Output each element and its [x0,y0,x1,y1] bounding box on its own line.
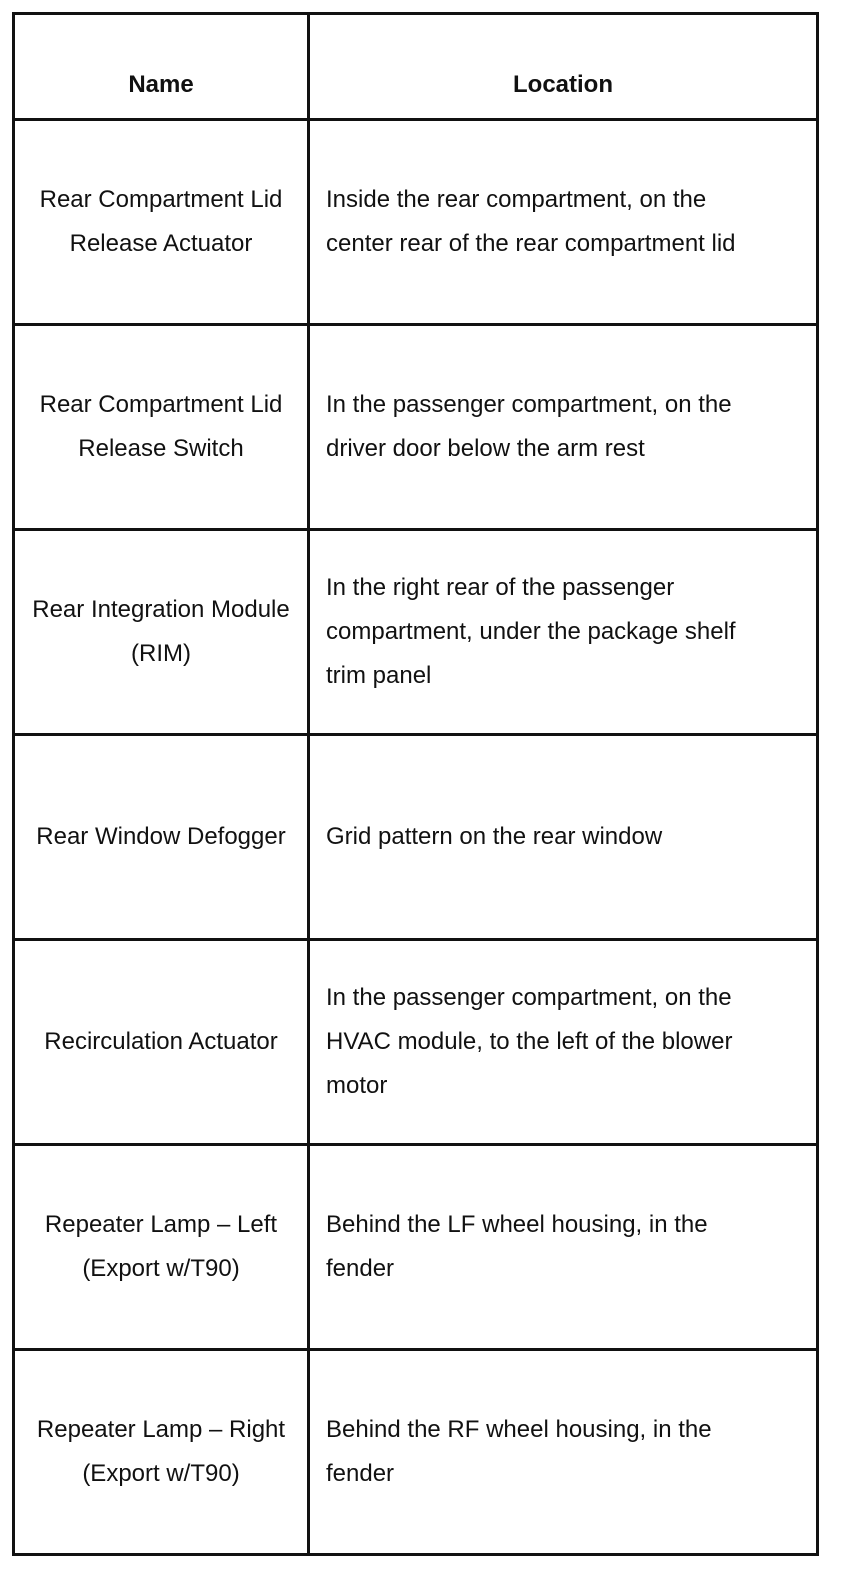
table-row [14,120,818,325]
table-row [14,940,818,1145]
cell-location: In the passenger compartment, on the HVAC module, to the left of the blower motor [309,940,818,1145]
header-location: Location [309,14,818,120]
cell-name: Rear Compartment Lid Release Switch [14,325,309,530]
cell-name: Rear Integration Module (RIM) [14,530,309,735]
cell-location: Behind the RF wheel housing, in the fender [309,1350,818,1555]
cell-location: Inside the rear compartment, on the center rear of the rear compartment lid [309,120,818,325]
header-row [14,14,818,120]
cell-name: Repeater Lamp – Left (Export w/T90) [14,1145,309,1350]
cell-name: Recirculation Actuator [14,940,309,1145]
header-name: Name [14,14,309,120]
table-header [14,14,818,120]
cell-location: Behind the LF wheel housing, in the fender [309,1145,818,1350]
table-row [14,325,818,530]
table-row [14,735,818,940]
cell-name: Rear Compartment Lid Release Actuator [14,120,309,325]
cell-name: Repeater Lamp – Right (Export w/T90) [14,1350,309,1555]
table-row [14,530,818,735]
table-row [14,1350,818,1555]
table-row [14,1145,818,1350]
cell-location: In the passenger compartment, on the driver door below the arm rest [309,325,818,530]
table-body [14,120,818,1555]
cell-location: Grid pattern on the rear window [309,735,818,940]
component-location-table [12,12,819,1556]
cell-location: In the right rear of the passenger compartment, under the package shelf trim panel [309,530,818,735]
cell-name: Rear Window Defogger [14,735,309,940]
